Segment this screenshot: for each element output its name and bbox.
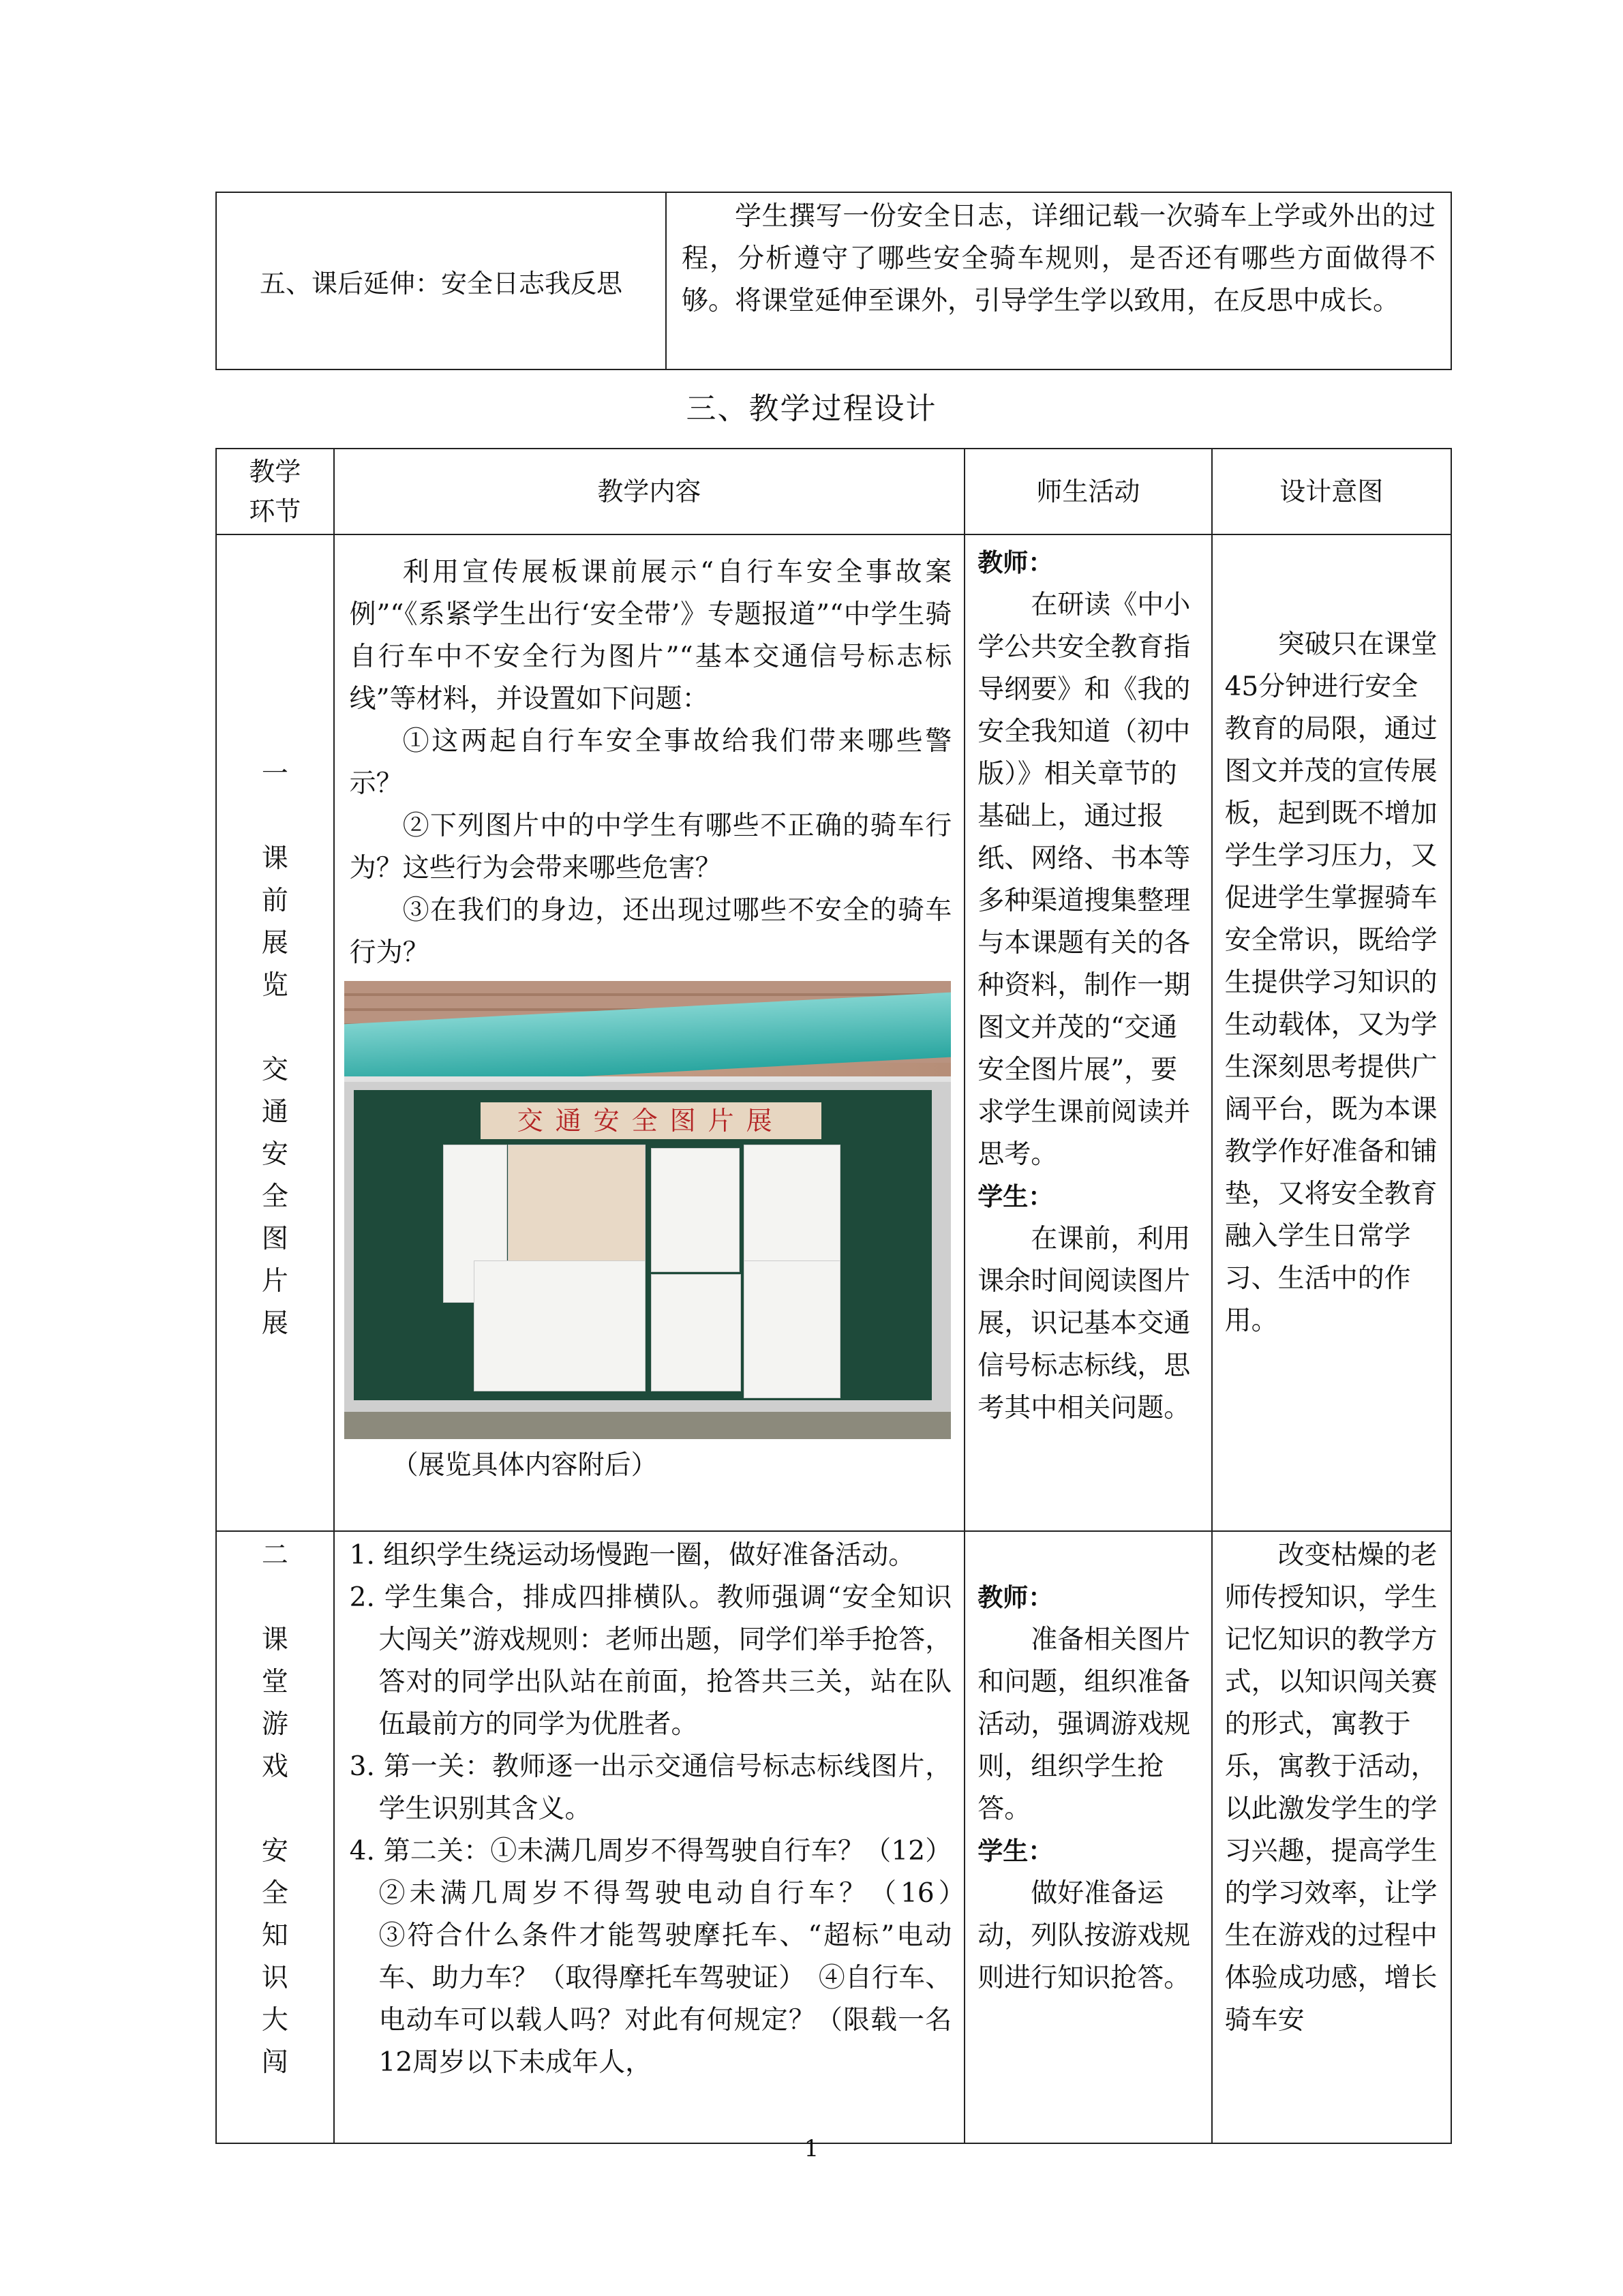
- stage-char: 课: [261, 843, 288, 874]
- content-question: ①这两起自行车安全事故给我们带来哪些警示？: [349, 726, 952, 799]
- header-stage: 教学环节: [216, 449, 334, 534]
- header-activity: 师生活动: [965, 449, 1211, 534]
- stage-char: 全: [261, 1181, 288, 1212]
- header-content: 教学内容: [334, 449, 965, 534]
- stage-char: 安: [261, 1139, 288, 1170]
- student-label: 学生：: [977, 1182, 1054, 1211]
- teacher-label: 教师：: [977, 1583, 1054, 1612]
- stage-char: 堂: [261, 1667, 288, 1697]
- stage-char: [217, 1007, 333, 1049]
- student-text: 做好准备运动，列队按游戏规则进行知识抢答。: [977, 1878, 1191, 1993]
- student-label: 学生：: [977, 1837, 1054, 1866]
- teacher-text: 准备相关图片和问题，组织准备活动，强调游戏规则，组织学生抢答。: [977, 1625, 1191, 1824]
- intent-cell: [1212, 1531, 1451, 2143]
- stage-char: 片: [261, 1266, 288, 1297]
- stage-title: [217, 1619, 333, 2084]
- activity-cell: [965, 534, 1211, 1531]
- stage-char: 安: [261, 1836, 288, 1867]
- stage-char: [217, 1788, 333, 1830]
- intent-cell: [1212, 534, 1451, 1531]
- process-table: [215, 448, 1452, 2144]
- extension-label: 五、课后延伸：安全日志我反思: [216, 192, 666, 369]
- stage-cell: [216, 534, 334, 1531]
- stage-char: 通: [261, 1097, 288, 1128]
- stage-char: 图: [261, 1224, 288, 1254]
- content-item: 4. 第二关：①未满几周岁不得驾驶自行车？（12）②未满几周岁不得驾驶电动自行车？（16） ③符合什么条件才能驾驶摩托车、“超标”电动车、助力车？（取得摩托车驾驶证） ④自行车、电动车可以载人吗？对此有何规定？（限载一名12周岁以下未成年人，: [349, 1836, 1005, 2078]
- stage-number: 二: [261, 1540, 288, 1571]
- stage-char: 戏: [261, 1751, 288, 1782]
- content-item: 2. 学生集合，排成四排横队。教师强调“安全知识大闯关”游戏规则：老师出题，同学们举手抢答，答对的同学出队站在前面，抢答共三关，站在队伍最前方的同学为优胜者。: [349, 1582, 952, 1740]
- stage-char: 课: [261, 1625, 288, 1655]
- header-intent: 设计意图: [1212, 449, 1451, 534]
- stage-char: 交: [261, 1055, 288, 1085]
- extension-text: 学生撰写一份安全日志，详细记载一次骑车上学或外出的过程，分析遵守了哪些安全骑车规则，是否还有哪些方面做得不够。将课堂延伸至课外，引导学生学以致用，在反思中成长。: [682, 201, 1436, 316]
- content-cell: [334, 1531, 1005, 2143]
- content-question: ③在我们的身边，还出现过哪些不安全的骑车行为？: [349, 895, 952, 968]
- extension-text-cell: [666, 192, 1451, 369]
- content-cell: [334, 534, 965, 1531]
- stage-number: 一: [261, 759, 288, 789]
- stage-char: 展: [261, 1308, 288, 1339]
- activity-cell: [965, 1531, 1211, 2143]
- photo-banner: 交通安全图片展: [481, 1102, 821, 1139]
- intent-text: 改变枯燥的老师传授知识，学生记忆知识的教学方式，以知识闯关赛的形式，寓教于乐，寓教于活动，以此激发学生的学习兴趣，提高学生的学习效率，让学生在游戏的过程中体验成功感，增长骑车安: [1224, 1540, 1438, 2036]
- photo-caption: （展览具体内容附后）: [391, 1450, 658, 1481]
- page-number: 1: [804, 2135, 819, 2162]
- teacher-text: 在研读《中小学公共安全教育指导纲要》和《我的安全我知道（初中版）》相关章节的基础上，通过报纸、网络、书本等多种渠道搜集整理与本课题有关的各种资料，制作一期图文并茂的“交通安全图片展”，要求学生课前阅读并思考。: [977, 590, 1191, 1170]
- intent-text: 突破只在课堂45分钟进行安全教育的局限，通过图文并茂的宣传展板，起到既不增加学生学习压力，又促进学生掌握骑车安全常识，既给学生提供学习知识的生动载体，又为学生深刻思考提供广阔平台，既为本课教学作好准备和铺垫，又将安全教育融入学生日常学习、生活中的作用。: [1224, 629, 1438, 1336]
- content-item: 1. 组织学生绕运动场慢跑一圈，做好准备活动。: [349, 1540, 915, 1571]
- table-header-row: [216, 449, 1451, 534]
- table-row: [216, 534, 1451, 1531]
- stage-char: 览: [261, 970, 288, 1001]
- stage-char: 游: [261, 1709, 288, 1740]
- section-title: 三、教学过程设计: [686, 391, 937, 426]
- stage-title: [217, 838, 333, 1345]
- content-paragraph: 利用宣传展板课前展示“自行车安全事故案例”“《系紧学生出行‘安全带’》专题报道”“中学生骑自行车中不安全行为图片”“基本交通信号标志标线”等材料，并设置如下问题：: [349, 557, 952, 714]
- table-row: [216, 1531, 1451, 2143]
- teacher-label: 教师：: [977, 548, 1054, 577]
- stage-char: 全: [261, 1878, 288, 1909]
- stage-cell: [216, 1531, 334, 2143]
- content-question: ②下列图片中的中学生有哪些不正确的骑车行为？这些行为会带来哪些危害？: [349, 811, 952, 883]
- stage-char: 前: [261, 886, 288, 916]
- extension-table: [215, 192, 1452, 370]
- stage-char: 识: [261, 1963, 288, 1993]
- student-text: 在课前，利用课余时间阅读图片展，识记基本交通信号标志标线，思考其中相关问题。: [977, 1224, 1191, 1423]
- exhibition-photo: [344, 981, 951, 1439]
- content-item: 3. 第一关：教师逐一出示交通信号标志标线图片，学生识别其含义。: [349, 1751, 952, 1824]
- stage-char: 知: [261, 1920, 288, 1951]
- stage-char: 大: [261, 2005, 288, 2036]
- stage-char: 闯: [261, 2047, 288, 2078]
- stage-char: 展: [261, 928, 288, 958]
